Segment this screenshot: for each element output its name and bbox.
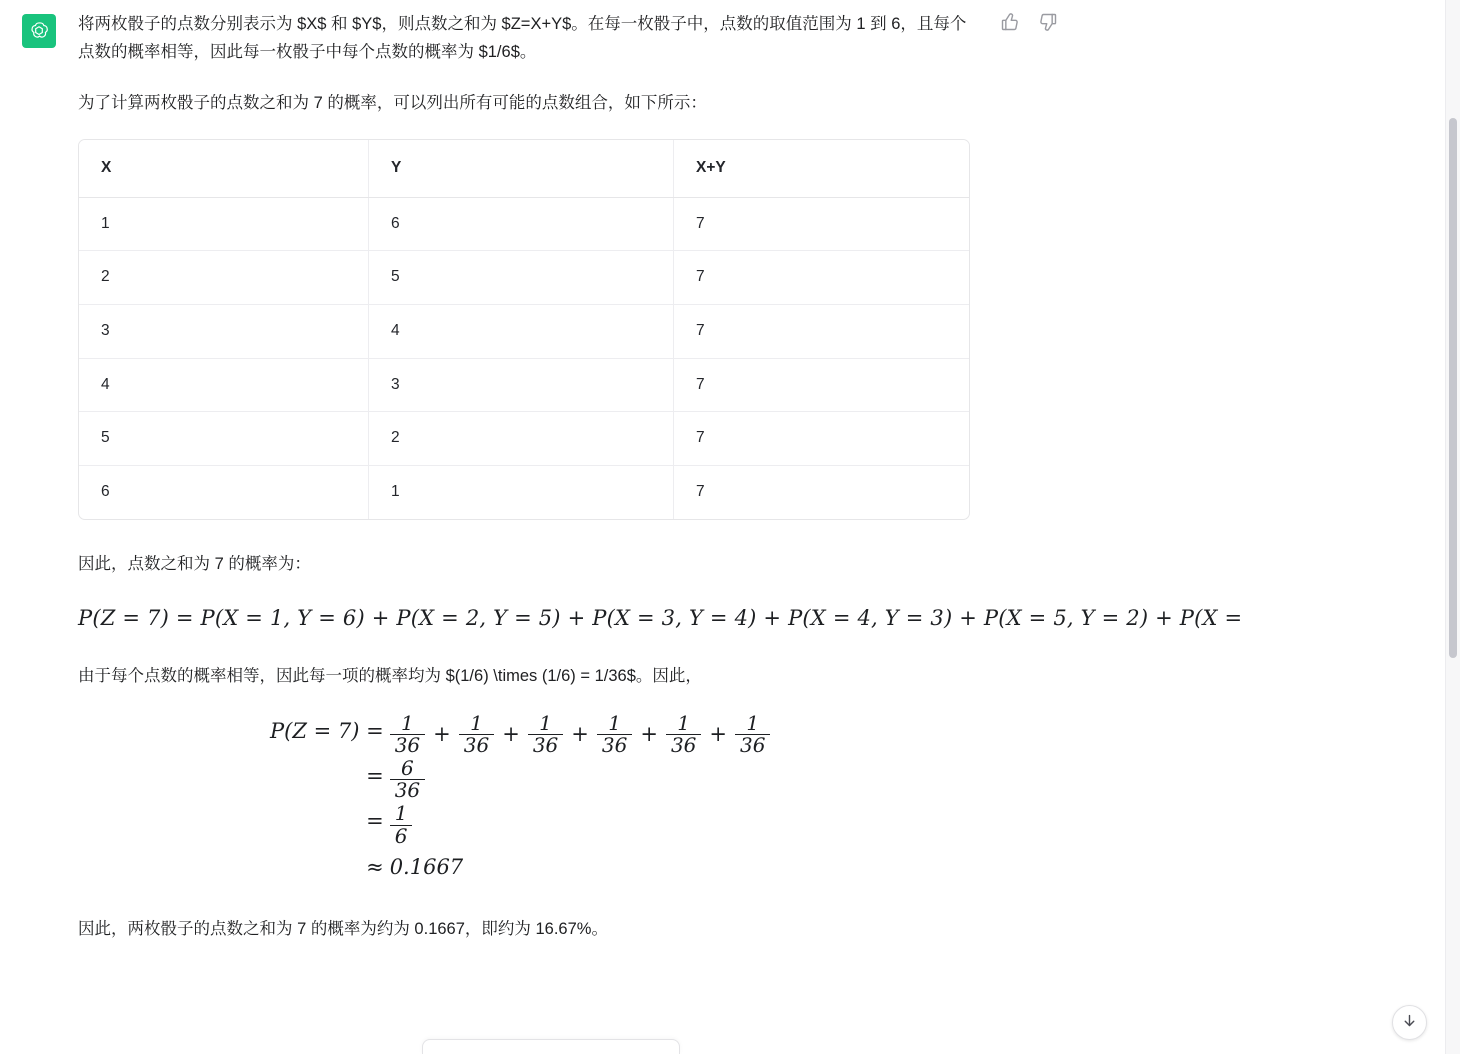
fraction-1-6: $\frac{1}{6}$ bbox=[390, 803, 413, 846]
scroll-to-bottom-button[interactable] bbox=[1392, 1005, 1427, 1040]
cell-x: 6 bbox=[79, 466, 369, 519]
thumbs-down-icon[interactable] bbox=[1038, 12, 1058, 32]
table-row bbox=[79, 251, 969, 305]
plus-sign: + bbox=[640, 722, 658, 747]
vertical-scrollbar[interactable] bbox=[1445, 0, 1460, 1054]
plus-sign: + bbox=[433, 722, 451, 747]
table-row bbox=[79, 412, 969, 466]
cell-sum: 7 bbox=[696, 483, 705, 501]
paragraph-conclusion: 因此，两枚骰子的点数之和为 7 的概率为约为 0.1667，即约为 16.67%。 bbox=[78, 919, 608, 938]
cell-sum: 7 bbox=[674, 412, 970, 466]
assistant-avatar bbox=[22, 14, 56, 48]
plus-sign: + bbox=[571, 722, 589, 747]
column-header-x: X bbox=[79, 140, 369, 197]
table-row bbox=[79, 466, 969, 519]
dice-combination-table bbox=[78, 139, 970, 520]
cell-x: 3 bbox=[79, 305, 369, 359]
cell-x: 5 bbox=[79, 412, 369, 466]
plus-sign: + bbox=[502, 722, 520, 747]
fraction-1-36: $\frac{1}{36}$ bbox=[528, 713, 563, 756]
fraction-1-36: $\frac{1}{36}$ bbox=[459, 713, 494, 756]
cell-x: 1 bbox=[79, 197, 369, 251]
fraction-6-36: $\frac{6}{36}$ bbox=[390, 758, 425, 801]
equation-rhs-line3 bbox=[390, 803, 771, 846]
cell-y: 5 bbox=[369, 251, 674, 305]
cell-y: 4 bbox=[369, 305, 674, 359]
paragraph-enumerate: 为了计算两枚骰子的点数之和为 7 的概率，可以列出所有可能的点数组合，如下所示： bbox=[78, 93, 707, 112]
openai-logo-icon bbox=[28, 20, 50, 42]
cell-sum: 7 bbox=[674, 358, 970, 412]
cell-x: 2 bbox=[79, 251, 369, 305]
scrollbar-thumb[interactable] bbox=[1449, 118, 1457, 658]
equation-rhs-line2 bbox=[390, 755, 771, 803]
equation-lhs: P(Z = 7) = bbox=[270, 718, 384, 743]
table-row bbox=[79, 358, 969, 412]
cell-y: 3 bbox=[369, 358, 674, 412]
fraction-1-36: $\frac{1}{36}$ bbox=[597, 713, 632, 756]
cell-y: 6 bbox=[369, 197, 674, 251]
assistant-message-body bbox=[78, 10, 1418, 965]
table-row bbox=[79, 197, 969, 251]
paragraph-probability-lead: 因此，点数之和为 7 的概率为： bbox=[78, 554, 311, 573]
cell-y: 2 bbox=[369, 412, 674, 466]
column-header-sum: X+Y bbox=[674, 140, 970, 197]
table-row bbox=[79, 305, 969, 359]
equation-rhs-line4: 0.1667 bbox=[389, 854, 464, 879]
arrow-down-icon bbox=[1401, 1012, 1418, 1034]
table-header-row bbox=[79, 140, 969, 197]
equation-continuation-sign-2: = bbox=[366, 809, 384, 834]
paragraph-equal-probability: 由于每个点数的概率相等，因此每一项的概率均为 $(1/6) \times (1/6) = 1/36$。因此， bbox=[78, 667, 702, 686]
equation-approx-sign: ≈ bbox=[366, 854, 384, 879]
cell-sum: 7 bbox=[674, 305, 970, 359]
plus-sign: + bbox=[709, 722, 727, 747]
fraction-1-36: $\frac{1}{36}$ bbox=[735, 713, 770, 756]
cell-sum: 7 bbox=[674, 251, 970, 305]
thumbs-up-icon[interactable] bbox=[1000, 12, 1020, 32]
cell-y: 1 bbox=[369, 466, 674, 519]
paragraph-intro: 将两枚骰子的点数分别表示为 $X$ 和 $Y$，则点数之和为 $Z=X+Y$。在每一枚骰子中，点数的取值范围为 1 到 6，且每个点数的概率相等，因此每一枚骰子中每个点数的概率为 $1/6$。 bbox=[78, 15, 967, 62]
fraction-1-36: $\frac{1}{36}$ bbox=[390, 713, 425, 756]
equation-rhs-line1 bbox=[390, 710, 771, 757]
column-header-y: Y bbox=[369, 140, 674, 197]
equation-sum-expansion: P(Z = 7) = P(X = 1, Y = 6) + P(X = 2, Y = 5) + P(X = 3, Y = 4) + P(X = 4, Y = 3) + P(X = 5, Y = 2) + P(X = bbox=[78, 606, 1243, 631]
cell-sum: 7 bbox=[674, 197, 970, 251]
composer-input-peek[interactable] bbox=[422, 1039, 680, 1054]
equation-final-derivation bbox=[78, 710, 1418, 885]
fraction-1-36: $\frac{1}{36}$ bbox=[666, 713, 701, 756]
cell-x: 4 bbox=[79, 358, 369, 412]
feedback-controls bbox=[1000, 12, 1058, 32]
equation-continuation-sign-1: = bbox=[366, 763, 384, 788]
